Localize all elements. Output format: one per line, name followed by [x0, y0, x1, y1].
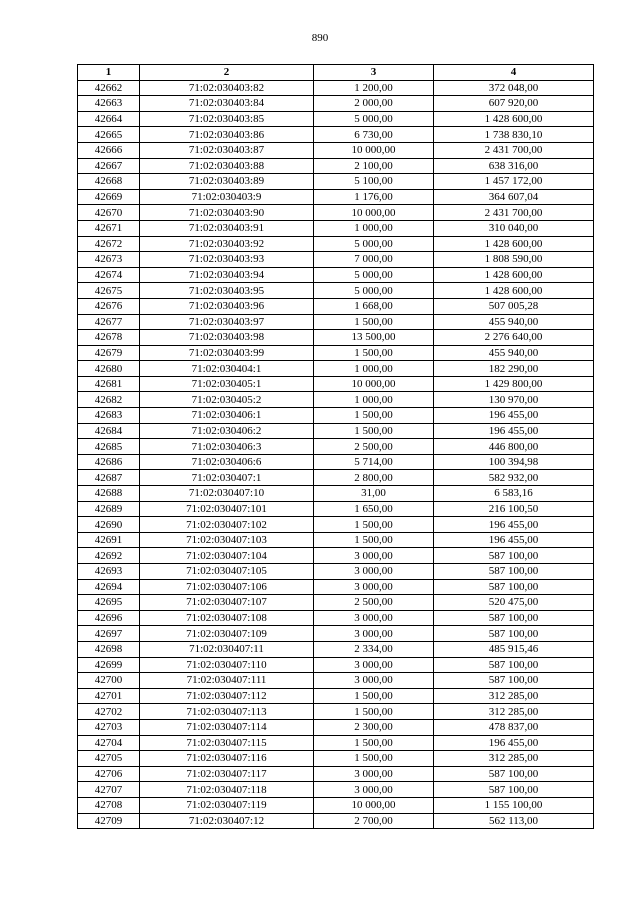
cadastral-number-cell: 71:02:030407:114 [140, 719, 314, 735]
cadastral-number-cell: 71:02:030407:103 [140, 532, 314, 548]
cadastral-value-cell: 1 429 800,00 [434, 376, 594, 392]
cadastral-number-cell: 71:02:030407:106 [140, 579, 314, 595]
header-row [78, 65, 594, 81]
cadastral-number-cell: 71:02:030405:1 [140, 376, 314, 392]
table-row [78, 641, 594, 657]
cadastral-value-cell: 1 738 830,10 [434, 127, 594, 143]
area-cell: 3 000,00 [314, 673, 434, 689]
row-number-cell: 42694 [78, 579, 140, 595]
table-row [78, 517, 594, 533]
area-cell: 1 500,00 [314, 688, 434, 704]
cadastral-value-cell: 1 808 590,00 [434, 252, 594, 268]
cadastral-number-cell: 71:02:030403:92 [140, 236, 314, 252]
row-number-cell: 42709 [78, 813, 140, 829]
table-row [78, 657, 594, 673]
area-cell: 2 500,00 [314, 595, 434, 611]
cadastral-value-cell: 446 800,00 [434, 439, 594, 455]
row-number-cell: 42698 [78, 641, 140, 657]
row-number-cell: 42691 [78, 532, 140, 548]
cadastral-number-cell: 71:02:030403:98 [140, 330, 314, 346]
cadastral-number-cell: 71:02:030407:115 [140, 735, 314, 751]
area-cell: 31,00 [314, 486, 434, 502]
cadastral-number-cell: 71:02:030407:108 [140, 610, 314, 626]
row-number-cell: 42706 [78, 766, 140, 782]
cadastral-value-cell: 196 455,00 [434, 517, 594, 533]
cadastral-number-cell: 71:02:030407:109 [140, 626, 314, 642]
cadastral-number-cell: 71:02:030407:11 [140, 641, 314, 657]
area-cell: 5 000,00 [314, 111, 434, 127]
area-cell: 3 000,00 [314, 766, 434, 782]
cadastral-value-cell: 1 428 600,00 [434, 283, 594, 299]
row-number-cell: 42700 [78, 673, 140, 689]
area-cell: 1 000,00 [314, 220, 434, 236]
row-number-cell: 42696 [78, 610, 140, 626]
cadastral-value-cell: 196 455,00 [434, 423, 594, 439]
cadastral-value-cell: 587 100,00 [434, 766, 594, 782]
cadastral-value-cell: 485 915,46 [434, 641, 594, 657]
table-row [78, 486, 594, 502]
cadastral-value-cell: 455 940,00 [434, 314, 594, 330]
table-row [78, 111, 594, 127]
row-number-cell: 42663 [78, 96, 140, 112]
area-cell: 1 500,00 [314, 517, 434, 533]
area-cell: 10 000,00 [314, 376, 434, 392]
cadastral-value-cell: 587 100,00 [434, 564, 594, 580]
table-row [78, 142, 594, 158]
row-number-cell: 42673 [78, 252, 140, 268]
cadastral-number-cell: 71:02:030407:102 [140, 517, 314, 533]
area-cell: 1 500,00 [314, 532, 434, 548]
row-number-cell: 42687 [78, 470, 140, 486]
area-cell: 1 500,00 [314, 345, 434, 361]
cadastral-number-cell: 71:02:030403:85 [140, 111, 314, 127]
cadastral-value-cell: 100 394,98 [434, 454, 594, 470]
area-cell: 13 500,00 [314, 330, 434, 346]
cadastral-value-cell: 455 940,00 [434, 345, 594, 361]
area-cell: 1 650,00 [314, 501, 434, 517]
area-cell: 3 000,00 [314, 626, 434, 642]
cadastral-value-table [77, 64, 594, 829]
table-row [78, 564, 594, 580]
table-row [78, 719, 594, 735]
cadastral-value-cell: 130 970,00 [434, 392, 594, 408]
cadastral-value-cell: 587 100,00 [434, 579, 594, 595]
area-cell: 10 000,00 [314, 142, 434, 158]
area-cell: 2 700,00 [314, 813, 434, 829]
table-row [78, 813, 594, 829]
cadastral-number-cell: 71:02:030403:99 [140, 345, 314, 361]
area-cell: 1 000,00 [314, 392, 434, 408]
column-header-3: 3 [314, 65, 434, 81]
table-row [78, 423, 594, 439]
cadastral-number-cell: 71:02:030403:96 [140, 298, 314, 314]
cadastral-number-cell: 71:02:030403:84 [140, 96, 314, 112]
cadastral-number-cell: 71:02:030403:9 [140, 189, 314, 205]
area-cell: 5 000,00 [314, 236, 434, 252]
row-number-cell: 42683 [78, 408, 140, 424]
area-cell: 2 100,00 [314, 158, 434, 174]
table-row [78, 408, 594, 424]
table-row [78, 751, 594, 767]
table-row [78, 579, 594, 595]
cadastral-number-cell: 71:02:030403:88 [140, 158, 314, 174]
cadastral-value-cell: 372 048,00 [434, 80, 594, 96]
area-cell: 3 000,00 [314, 782, 434, 798]
area-cell: 1 500,00 [314, 735, 434, 751]
table-row [78, 548, 594, 564]
table-row [78, 782, 594, 798]
cadastral-number-cell: 71:02:030407:117 [140, 766, 314, 782]
cadastral-value-cell: 1 155 100,00 [434, 797, 594, 813]
area-cell: 7 000,00 [314, 252, 434, 268]
cadastral-number-cell: 71:02:030403:90 [140, 205, 314, 221]
cadastral-value-cell: 196 455,00 [434, 408, 594, 424]
row-number-cell: 42685 [78, 439, 140, 455]
cadastral-value-cell: 364 607,04 [434, 189, 594, 205]
cadastral-number-cell: 71:02:030407:107 [140, 595, 314, 611]
table-row [78, 735, 594, 751]
table-row [78, 252, 594, 268]
cadastral-number-cell: 71:02:030403:97 [140, 314, 314, 330]
cadastral-number-cell: 71:02:030405:2 [140, 392, 314, 408]
table-row [78, 376, 594, 392]
row-number-cell: 42684 [78, 423, 140, 439]
row-number-cell: 42679 [78, 345, 140, 361]
table-row [78, 439, 594, 455]
area-cell: 6 730,00 [314, 127, 434, 143]
cadastral-value-cell: 1 428 600,00 [434, 267, 594, 283]
table-row [78, 797, 594, 813]
cadastral-value-cell: 310 040,00 [434, 220, 594, 236]
cadastral-number-cell: 71:02:030407:1 [140, 470, 314, 486]
cadastral-value-cell: 196 455,00 [434, 735, 594, 751]
cadastral-value-cell: 182 290,00 [434, 361, 594, 377]
row-number-cell: 42675 [78, 283, 140, 299]
area-cell: 2 500,00 [314, 439, 434, 455]
row-number-cell: 42688 [78, 486, 140, 502]
cadastral-number-cell: 71:02:030407:111 [140, 673, 314, 689]
table-row [78, 361, 594, 377]
row-number-cell: 42674 [78, 267, 140, 283]
cadastral-number-cell: 71:02:030404:1 [140, 361, 314, 377]
cadastral-number-cell: 71:02:030406:3 [140, 439, 314, 455]
table-row [78, 704, 594, 720]
cadastral-value-cell: 2 431 700,00 [434, 142, 594, 158]
cadastral-number-cell: 71:02:030403:94 [140, 267, 314, 283]
table-row [78, 501, 594, 517]
area-cell: 5 000,00 [314, 267, 434, 283]
table-row [78, 392, 594, 408]
cadastral-number-cell: 71:02:030407:112 [140, 688, 314, 704]
row-number-cell: 42705 [78, 751, 140, 767]
cadastral-value-cell: 312 285,00 [434, 688, 594, 704]
area-cell: 1 200,00 [314, 80, 434, 96]
cadastral-value-cell: 587 100,00 [434, 548, 594, 564]
row-number-cell: 42676 [78, 298, 140, 314]
row-number-cell: 42666 [78, 142, 140, 158]
row-number-cell: 42689 [78, 501, 140, 517]
cadastral-value-cell: 638 316,00 [434, 158, 594, 174]
cadastral-value-cell: 312 285,00 [434, 704, 594, 720]
row-number-cell: 42703 [78, 719, 140, 735]
row-number-cell: 42678 [78, 330, 140, 346]
cadastral-number-cell: 71:02:030407:119 [140, 797, 314, 813]
table-header [78, 65, 594, 81]
row-number-cell: 42682 [78, 392, 140, 408]
cadastral-number-cell: 71:02:030407:110 [140, 657, 314, 673]
cadastral-number-cell: 71:02:030403:87 [140, 142, 314, 158]
row-number-cell: 42671 [78, 220, 140, 236]
cadastral-value-cell: 1 428 600,00 [434, 111, 594, 127]
cadastral-value-cell: 607 920,00 [434, 96, 594, 112]
cadastral-number-cell: 71:02:030407:101 [140, 501, 314, 517]
area-cell: 2 300,00 [314, 719, 434, 735]
row-number-cell: 42702 [78, 704, 140, 720]
row-number-cell: 42670 [78, 205, 140, 221]
row-number-cell: 42693 [78, 564, 140, 580]
area-cell: 3 000,00 [314, 579, 434, 595]
column-header-1: 1 [78, 65, 140, 81]
table-row [78, 595, 594, 611]
table-row [78, 267, 594, 283]
table-row [78, 688, 594, 704]
table-row [78, 330, 594, 346]
cadastral-value-cell: 216 100,50 [434, 501, 594, 517]
cadastral-number-cell: 71:02:030407:118 [140, 782, 314, 798]
area-cell: 1 500,00 [314, 314, 434, 330]
area-cell: 5 000,00 [314, 283, 434, 299]
cadastral-value-cell: 562 113,00 [434, 813, 594, 829]
table-row [78, 626, 594, 642]
row-number-cell: 42699 [78, 657, 140, 673]
row-number-cell: 42707 [78, 782, 140, 798]
row-number-cell: 42701 [78, 688, 140, 704]
row-number-cell: 42668 [78, 174, 140, 190]
area-cell: 3 000,00 [314, 657, 434, 673]
area-cell: 1 500,00 [314, 751, 434, 767]
cadastral-value-cell: 587 100,00 [434, 782, 594, 798]
table-row [78, 766, 594, 782]
table-row [78, 345, 594, 361]
cadastral-number-cell: 71:02:030403:91 [140, 220, 314, 236]
table-row [78, 610, 594, 626]
area-cell: 1 500,00 [314, 704, 434, 720]
cadastral-number-cell: 71:02:030407:116 [140, 751, 314, 767]
row-number-cell: 42704 [78, 735, 140, 751]
area-cell: 1 176,00 [314, 189, 434, 205]
area-cell: 3 000,00 [314, 610, 434, 626]
table-row [78, 298, 594, 314]
cadastral-value-cell: 582 932,00 [434, 470, 594, 486]
cadastral-number-cell: 71:02:030403:82 [140, 80, 314, 96]
area-cell: 1 500,00 [314, 408, 434, 424]
row-number-cell: 42695 [78, 595, 140, 611]
area-cell: 2 800,00 [314, 470, 434, 486]
cadastral-value-cell: 520 475,00 [434, 595, 594, 611]
area-cell: 10 000,00 [314, 205, 434, 221]
table-row [78, 314, 594, 330]
area-cell: 1 668,00 [314, 298, 434, 314]
table-row [78, 96, 594, 112]
area-cell: 5 714,00 [314, 454, 434, 470]
row-number-cell: 42680 [78, 361, 140, 377]
cadastral-number-cell: 71:02:030407:12 [140, 813, 314, 829]
row-number-cell: 42667 [78, 158, 140, 174]
column-header-2: 2 [140, 65, 314, 81]
cadastral-number-cell: 71:02:030403:95 [140, 283, 314, 299]
area-cell: 3 000,00 [314, 564, 434, 580]
cadastral-number-cell: 71:02:030407:104 [140, 548, 314, 564]
cadastral-value-cell: 1 457 172,00 [434, 174, 594, 190]
cadastral-number-cell: 71:02:030407:105 [140, 564, 314, 580]
row-number-cell: 42708 [78, 797, 140, 813]
cadastral-value-cell: 2 431 700,00 [434, 205, 594, 221]
table-row [78, 80, 594, 96]
row-number-cell: 42664 [78, 111, 140, 127]
area-cell: 2 000,00 [314, 96, 434, 112]
row-number-cell: 42672 [78, 236, 140, 252]
row-number-cell: 42669 [78, 189, 140, 205]
table-row [78, 158, 594, 174]
table-row [78, 220, 594, 236]
cadastral-value-cell: 587 100,00 [434, 626, 594, 642]
row-number-cell: 42665 [78, 127, 140, 143]
table-row [78, 189, 594, 205]
cadastral-number-cell: 71:02:030406:1 [140, 408, 314, 424]
table-row [78, 205, 594, 221]
row-number-cell: 42690 [78, 517, 140, 533]
cadastral-value-cell: 6 583,16 [434, 486, 594, 502]
cadastral-number-cell: 71:02:030403:89 [140, 174, 314, 190]
table-body [78, 80, 594, 829]
cadastral-number-cell: 71:02:030406:6 [140, 454, 314, 470]
area-cell: 2 334,00 [314, 641, 434, 657]
area-cell: 1 000,00 [314, 361, 434, 377]
table-row [78, 454, 594, 470]
table-row [78, 532, 594, 548]
cadastral-number-cell: 71:02:030403:86 [140, 127, 314, 143]
table-row [78, 283, 594, 299]
cadastral-value-cell: 2 276 640,00 [434, 330, 594, 346]
cadastral-value-cell: 196 455,00 [434, 532, 594, 548]
area-cell: 1 500,00 [314, 423, 434, 439]
cadastral-value-cell: 312 285,00 [434, 751, 594, 767]
column-header-4: 4 [434, 65, 594, 81]
cadastral-number-cell: 71:02:030407:113 [140, 704, 314, 720]
table-row [78, 127, 594, 143]
table-row [78, 174, 594, 190]
cadastral-value-cell: 1 428 600,00 [434, 236, 594, 252]
cadastral-value-cell: 587 100,00 [434, 673, 594, 689]
row-number-cell: 42662 [78, 80, 140, 96]
row-number-cell: 42697 [78, 626, 140, 642]
table-row [78, 236, 594, 252]
cadastral-value-cell: 587 100,00 [434, 657, 594, 673]
table-row [78, 470, 594, 486]
cadastral-value-cell: 587 100,00 [434, 610, 594, 626]
row-number-cell: 42692 [78, 548, 140, 564]
row-number-cell: 42677 [78, 314, 140, 330]
area-cell: 5 100,00 [314, 174, 434, 190]
cadastral-value-cell: 478 837,00 [434, 719, 594, 735]
cadastral-number-cell: 71:02:030403:93 [140, 252, 314, 268]
table-row [78, 673, 594, 689]
row-number-cell: 42686 [78, 454, 140, 470]
row-number-cell: 42681 [78, 376, 140, 392]
page-number: 890 [311, 32, 329, 44]
cadastral-number-cell: 71:02:030407:10 [140, 486, 314, 502]
cadastral-number-cell: 71:02:030406:2 [140, 423, 314, 439]
cadastral-value-cell: 507 005,28 [434, 298, 594, 314]
area-cell: 3 000,00 [314, 548, 434, 564]
area-cell: 10 000,00 [314, 797, 434, 813]
